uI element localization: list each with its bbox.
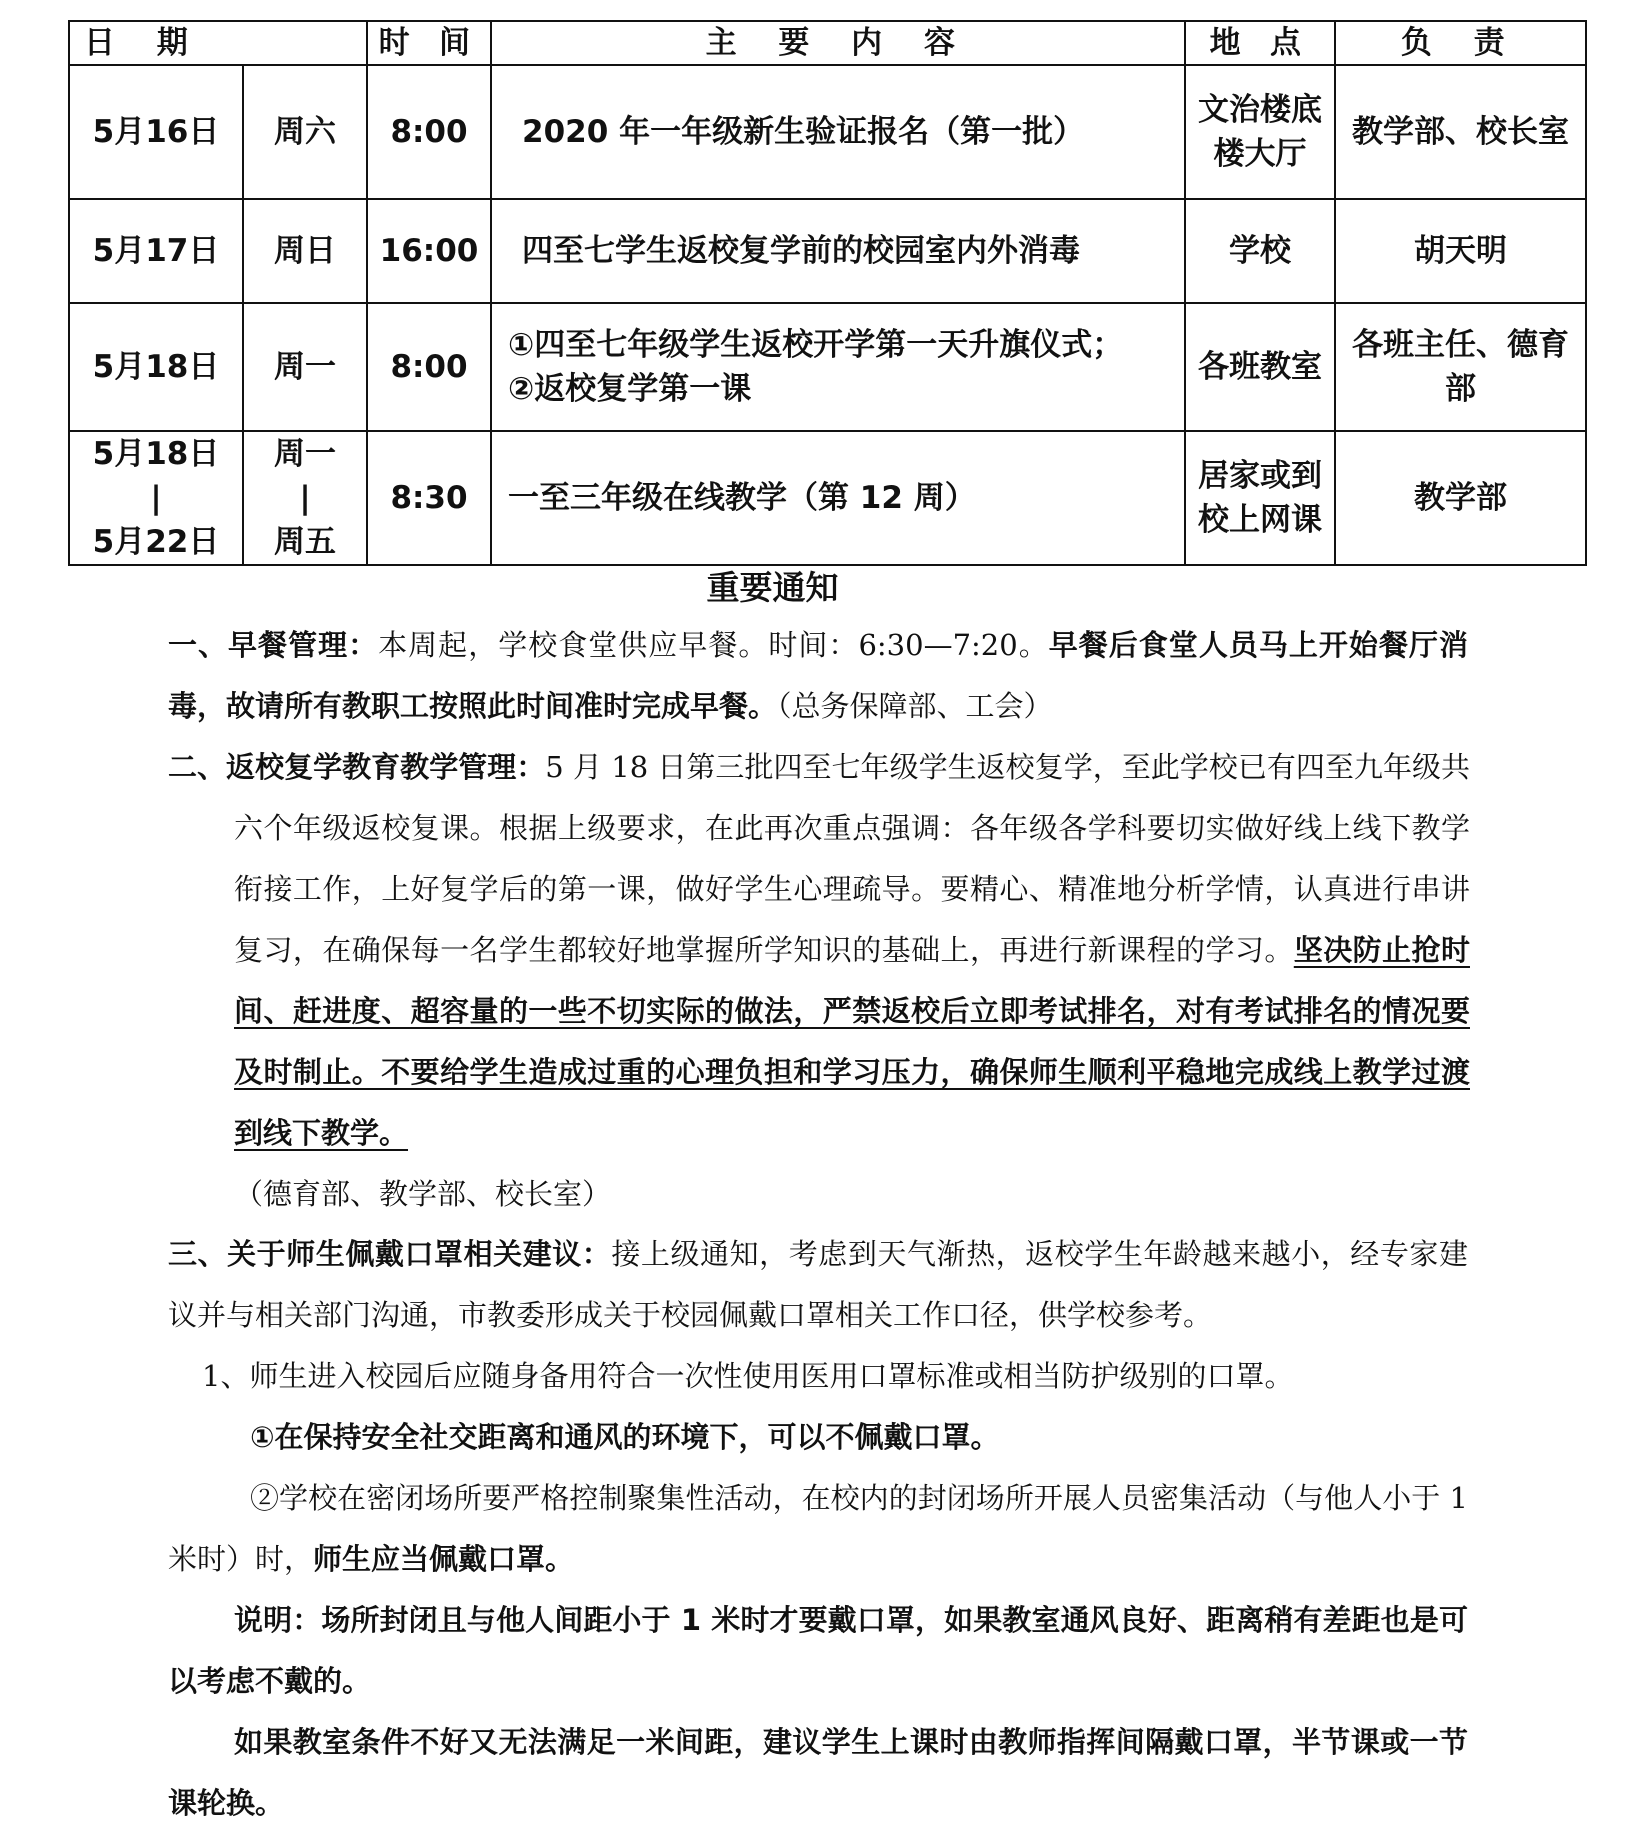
cell-date — [69, 431, 243, 565]
item-owner: （德育部、教学部、校长室） — [234, 1177, 612, 1211]
cell-owner: 胡天明 — [1335, 199, 1586, 303]
cell-time: 8:00 — [367, 303, 491, 431]
cell-time: 16:00 — [367, 199, 491, 303]
item-heading: 三、关于师生佩戴口罩相关建议： — [168, 1237, 612, 1271]
notice-note: 说明：场所封闭且与他人间距小于 1 米时才要戴口罩，如果教室通风良好、距离稍有差距也是可以考虑不戴的。 — [168, 1603, 1468, 1698]
cell-owner: 教学部 — [1335, 431, 1586, 565]
cell-place: 居家或到校上网课 — [1185, 431, 1335, 565]
table-row — [69, 431, 1586, 565]
notice-item-1 — [168, 615, 1468, 737]
weekday-end: 周五 — [274, 524, 336, 560]
header-date: 日 期 — [69, 21, 367, 65]
cell-time: 8:00 — [367, 65, 491, 199]
item-text: 5 月 18 日第三批四至七年级学生返校复学，至此学校已有四至九年级共六个年级返校复课。根据上级要求，在此再次重点强调：各年级各学科要切实做好线上线下教学衔接工作，上好复学后的第一课，做好学生心理疏导。要精心、精准地分析学情，认真进行串讲复习，在确保每一名学生都较好地掌握所学知识的基础上，再进行新课程的学习。 — [234, 750, 1470, 967]
item-text: 本周起，学校食堂供应早餐。时间：6:30—7:20。 — [378, 628, 1049, 662]
notice-item-3 — [168, 1224, 1468, 1346]
cell-date: 5月17日 — [69, 199, 243, 303]
cell-owner: 各班主任、德育部 — [1335, 303, 1586, 431]
cell-weekday: 周一 — [243, 303, 367, 431]
cell-content: 一至三年级在线教学（第 12 周） — [491, 431, 1185, 565]
cell-place: 文治楼底楼大厅 — [1185, 65, 1335, 199]
sub-text: ②学校在密闭场所要严格控制聚集性活动，在校内的封闭场所开展人员密集活动（与他人小于 1 米时）时， — [168, 1481, 1468, 1576]
sub-bold-text: 师生应当佩戴口罩。 — [313, 1542, 575, 1576]
cell-weekday: 周日 — [243, 199, 367, 303]
notice-item-2 — [168, 737, 1470, 1225]
date-start: 5月18日 — [92, 436, 220, 472]
header-place: 地 点 — [1185, 21, 1335, 65]
cell-place: 各班教室 — [1185, 303, 1335, 431]
notice-sub-1: ①在保持安全社交距离和通风的环境下，可以不佩戴口罩。 — [250, 1420, 1000, 1454]
date-end: 5月22日 — [92, 524, 220, 560]
header-owner: 负 责 — [1335, 21, 1586, 65]
date-separator: | — [150, 480, 162, 516]
item-owner: （总务保障部、工会） — [777, 689, 1053, 723]
table-row — [69, 199, 1586, 303]
cell-content: 四至七学生返校复学前的校园室内外消毒 — [491, 199, 1185, 303]
notice-title: 重要通知 — [706, 568, 839, 607]
cell-date: 5月16日 — [69, 65, 243, 199]
notice-advice: 如果教室条件不好又无法满足一米间距，建议学生上课时由教师指挥间隔戴口罩，半节课或一节课轮换。 — [168, 1725, 1468, 1820]
header-time: 时 间 — [367, 21, 491, 65]
cell-weekday: 周六 — [243, 65, 367, 199]
cell-time: 8:30 — [367, 431, 491, 565]
item-bold-text: 早餐后食堂人员马上开始餐厅消毒，故请所有教职工按照此时间准时完成早餐。 — [168, 628, 1468, 723]
content-line: ①四至七年级学生返校开学第一天升旗仪式； — [508, 327, 1124, 363]
content-line: ②返校复学第一课 — [508, 371, 752, 407]
notice-sub-2 — [168, 1468, 1468, 1590]
table-header-row — [69, 21, 1586, 65]
item-underlined-text: 坚决防止抢时间、赶进度、超容量的一些不切实际的做法，严禁返校后立即考试排名，对有考试排名的情况要及时制止。不要给学生造成过重的心理负担和学习压力，确保师生顺利平稳地完成线上教学过渡到线下教学。 — [234, 933, 1470, 1150]
header-content: 主 要 内 容 — [491, 21, 1185, 65]
cell-date: 5月18日 — [69, 303, 243, 431]
cell-content: 2020 年一年级新生验证报名（第一批） — [491, 65, 1185, 199]
item-heading: 一、早餐管理： — [168, 628, 379, 662]
cell-owner: 教学部、校长室 — [1335, 65, 1586, 199]
item-text: 接上级通知，考虑到天气渐热，返校学生年龄越来越小，经专家建议并与相关部门沟通，市教委形成关于校园佩戴口罩相关工作口径，供学校参考。 — [168, 1237, 1468, 1332]
table-row — [69, 303, 1586, 431]
cell-weekday — [243, 431, 367, 565]
cell-content — [491, 303, 1185, 431]
weekday-separator: | — [299, 480, 311, 516]
notice-point-1: 1、师生进入校园后应随身备用符合一次性使用医用口罩标准或相当防护级别的口罩。 — [202, 1359, 1294, 1393]
table-row — [69, 65, 1586, 199]
schedule-table — [68, 20, 1587, 566]
weekday-start: 周一 — [274, 436, 336, 472]
cell-place: 学校 — [1185, 199, 1335, 303]
item-heading: 二、返校复学教育教学管理： — [168, 750, 546, 784]
